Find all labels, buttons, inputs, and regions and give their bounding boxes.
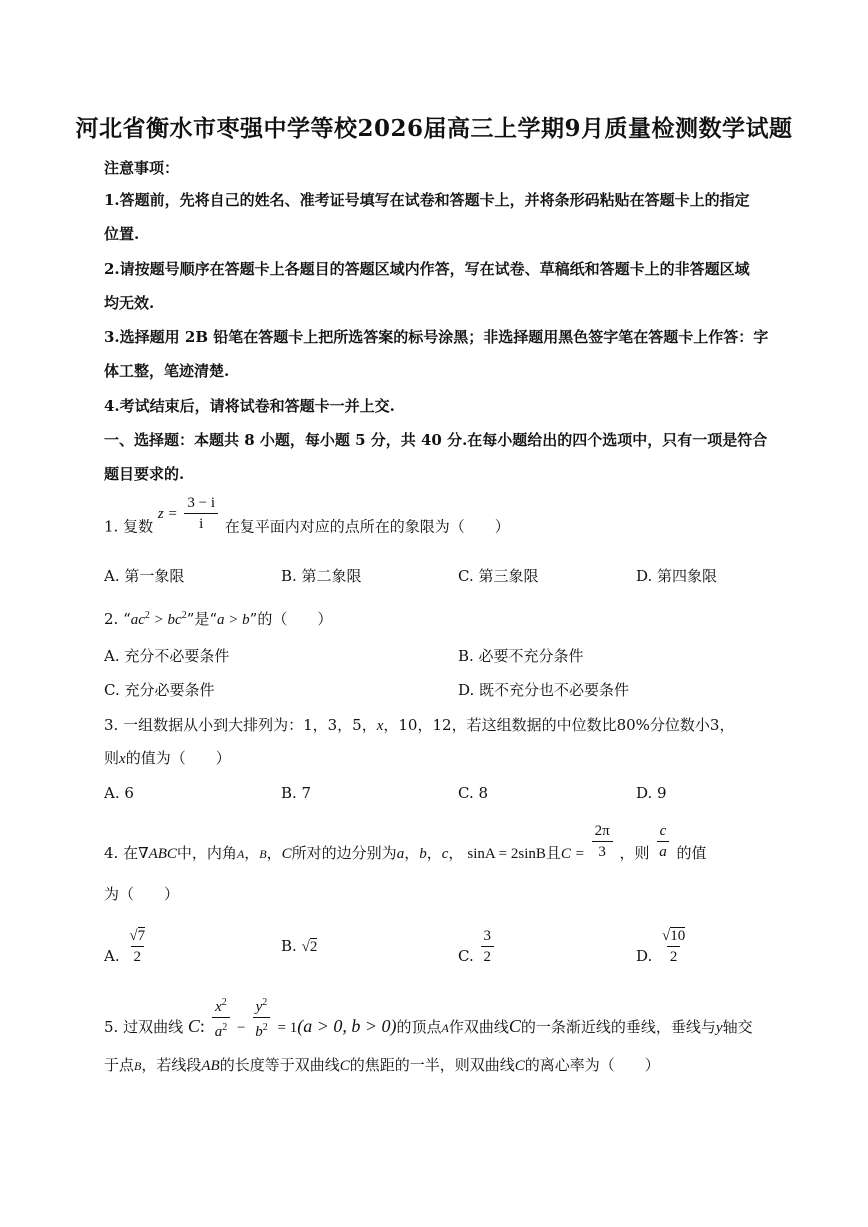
q2-option-a: A. 充分不必要条件 (104, 647, 230, 665)
q1-option-b: B. 第二象限 (281, 567, 362, 585)
question-3-cont: 则x的值为（ ） (104, 749, 231, 767)
q4-option-c: C. $\frac{3}{2}$ (458, 926, 496, 967)
q4-angle-fraction: $\frac{2\pi}{3}$ (592, 821, 613, 862)
q1-option-d: D. 第四象限 (636, 567, 718, 585)
question-4: 4. 在∇ABC中，内角A，B，C所对的边分别为a，b，c， sinA = 2sinB且C = $\frac{2\pi}{3}$ ，则 $\frac{c}{a}$ 的值 (104, 823, 707, 862)
q4-option-a: A. $\frac{√7}{2}$ (104, 928, 146, 965)
section-heading-cont: 题目要求的. (104, 465, 185, 483)
question-5: 5. 过双曲线 C: $\frac{x^2}{a^2}$ − $\frac{y^2}{b^2}$ = 1(a > 0, b > 0)的顶点$_A$作双曲线C的一条渐近线的垂线，垂线与y轴交 (104, 993, 753, 1037)
notice-item-1: 1.答题前，先将自己的姓名、准考证号填写在试卷和答题卡上，并将条形码粘贴在答题卡上的指定 (104, 191, 750, 209)
question-3: 3. 一组数据从小到大排列为：1，3，5，x，10，12，若这组数据的中位数比80%分位数小3， (104, 716, 735, 734)
q5-x-fraction: $\frac{x^2}{a^2}$ (212, 993, 231, 1042)
question-4-cont: 为（ ） (104, 885, 180, 903)
page-title: 河北省衡水市枣强中学等校2026届高三上学期9月质量检测数学试题 (75, 115, 793, 142)
q3-option-b: B. 7 (281, 784, 312, 802)
q1-fraction: $\frac{3 - i}{i}$ (184, 493, 218, 534)
q5-y-fraction: $\frac{y^2}{b^2}$ (252, 993, 271, 1042)
q2-option-c: C. 充分必要条件 (104, 681, 215, 699)
notice-item-3: 3.选择题用 2B 铅笔在答题卡上把所选答案的标号涂黑；非选择题用黑色签字笔在答题卡上作答：字 (104, 328, 769, 346)
q2-option-b: B. 必要不充分条件 (458, 647, 584, 665)
q3-option-c: C. 8 (458, 784, 489, 802)
notice-item-4: 4.考试结束后，请将试卷和答题卡一并上交. (104, 397, 395, 415)
q3-option-d: D. 9 (636, 784, 667, 802)
q2-option-d: D. 既不充分也不必要条件 (458, 681, 630, 699)
q4-option-d: D. $\frac{√10}{2}$ (636, 928, 686, 965)
notice-item-3-cont: 体工整，笔迹清楚. (104, 362, 230, 380)
q1-option-a: A. 第一象限 (104, 567, 185, 585)
notice-item-2: 2.请按题号顺序在答题卡上各题目的答题区域内作答，写在试卷、草稿纸和答题卡上的非答题区域 (104, 260, 750, 278)
notice-heading: 注意事项： (104, 159, 180, 177)
notice-item-2-cont: 均无效. (104, 294, 155, 312)
question-1: 1. 复数 z = $\frac{3 - i}{i}$ 在复平面内对应的点所在的象限为（ ） (104, 495, 510, 536)
q4-option-b: B. √2 (281, 937, 318, 955)
notice-item-1-cont: 位置. (104, 225, 140, 243)
question-5-cont: 于点B，若线段AB的长度等于双曲线C的焦距的一半，则双曲线C的离心率为（ ） (104, 1056, 660, 1074)
q1-option-c: C. 第三象限 (458, 567, 539, 585)
q3-option-a: A. 6 (104, 784, 134, 802)
question-2: 2. “$ac^2 > bc^2$”是“a > b”的（ ） (104, 610, 333, 628)
q4-ratio-fraction: $\frac{c}{a}$ (656, 821, 670, 862)
section-heading: 一、选择题：本题共 8 小题，每小题 5 分，共 40 分.在每小题给出的四个选项中，只有一项是符合 (104, 431, 768, 449)
